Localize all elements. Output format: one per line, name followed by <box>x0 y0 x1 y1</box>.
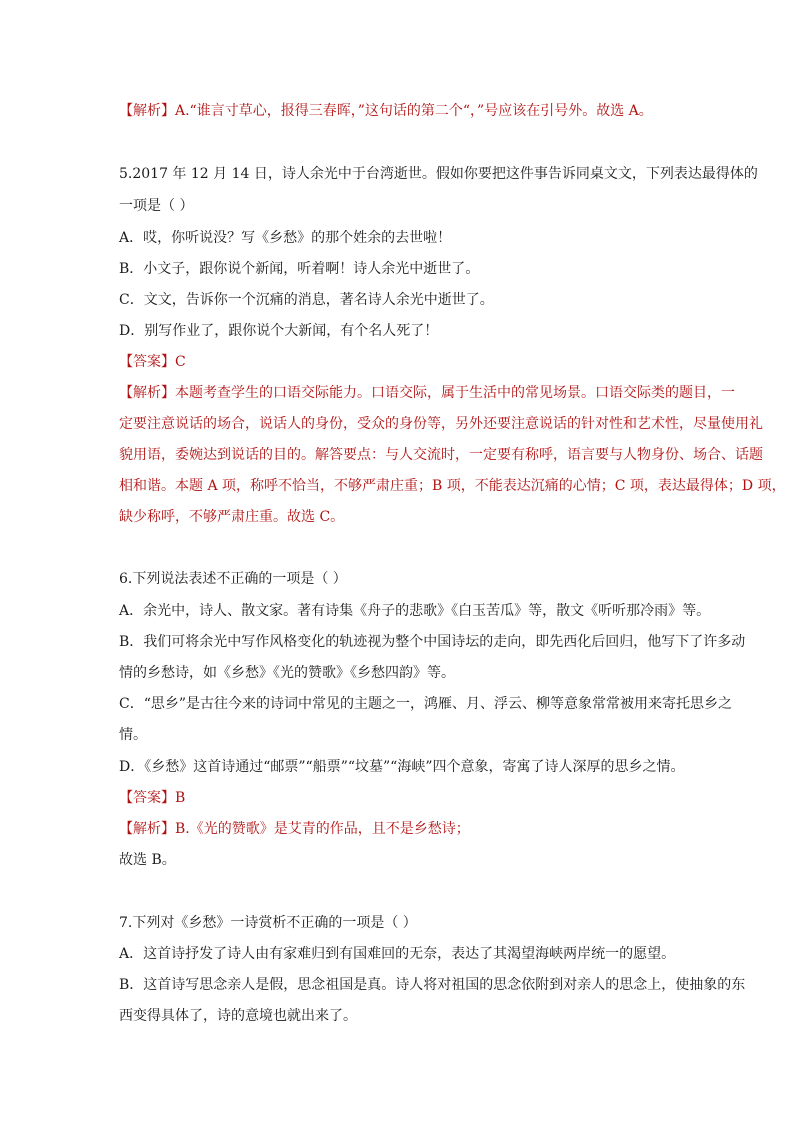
question-6-option-b-line-1: B．我们可将余光中写作风格变化的轨迹视为整个中国诗坛的走向，即先西化后回归，他写下了许多动 <box>119 634 746 650</box>
question-6-stem: 6.下列说法表述不正确的一项是（ ） <box>119 571 347 587</box>
question-7-option-b-line-1: B．这首诗写思念亲人是假，思念祖国是真。诗人将对祖国的思念依附到对亲人的思念上，使抽象的东 <box>119 977 746 993</box>
analysis-text: A.“谁言寸草心，报得三春晖，”这句话的第二个“，”号应该在引号外。故选 A。 <box>175 103 653 119</box>
question-5-analysis-line-5: 缺少称呼，不够严肃庄重。故选 C。 <box>119 509 345 525</box>
question-5-analysis-line-2: 定要注意说话的场合，说话人的身份，受众的身份等，另外还要注意说话的针对性和艺术性，尽量使用礼 <box>119 416 763 432</box>
question-6-answer <box>119 788 185 808</box>
question-6-option-a: A．余光中，诗人、散文家。著有诗集《舟子的悲歌》《白玉苦瓜》等，散文《听听那冷雨》等。 <box>119 603 711 619</box>
question-6-option-c-line-2: 情。 <box>119 727 147 743</box>
question-7-option-a: A．这首诗抒发了诗人由有家难归到有国难回的无奈，表达了其渴望海峡两岸统一的愿望。 <box>119 946 676 962</box>
question-5-stem-line-1: 5.2017 年 12 月 14 日，诗人余光中于台湾逝世。假如你要把这件事告诉同桌文文，下列表达最得体的 <box>119 166 758 182</box>
question-5-analysis-line-1 <box>119 383 735 403</box>
answer-value: B <box>175 790 186 806</box>
analysis-text: B.《光的赞歌》是艾青的作品，且不是乡愁诗； <box>175 821 470 837</box>
answer-tag: 【答案】 <box>119 354 175 370</box>
question-6-option-b-line-2: 情的乡愁诗，如《乡愁》《光的赞歌》《乡愁四韵》等。 <box>119 665 455 681</box>
question-5-analysis-line-3: 貌用语，委婉达到说话的目的。解答要点：与人交流时，一定要有称呼，语言要与人物身份、场合、话题 <box>119 447 763 463</box>
question-5-answer <box>119 352 186 372</box>
question-5-analysis-line-4: 相和谐。本题 A 项，称呼不恰当，不够严肃庄重；B 项，不能表达沉痛的心情；C 项，表达最得体；D 项， <box>119 478 786 494</box>
question-7-stem: 7.下列对《乡愁》一诗赏析不正确的一项是（ ） <box>119 915 417 931</box>
question-6-analysis <box>119 819 470 839</box>
answer-tag: 【答案】 <box>119 790 175 806</box>
analysis-text: 本题考查学生的口语交际能力。口语交际，属于生活中的常见场景。口语交际类的题目，一 <box>175 385 735 401</box>
question-5-stem-line-2: 一项是（ ） <box>119 198 194 214</box>
question-6-option-c-line-1: C．“思乡”是古往今来的诗词中常见的主题之一，鸿雁、月、浮云、柳等意象常常被用来寄托思乡之 <box>119 696 733 712</box>
analysis-line <box>119 101 653 121</box>
analysis-tag: 【解析】 <box>119 385 175 401</box>
analysis-tag: 【解析】 <box>119 103 175 119</box>
question-6-conclusion: 故选 B。 <box>119 852 176 868</box>
question-6-option-d: D．《乡愁》这首诗通过“邮票”“船票”“坟墓”“海峡”四个意象，寄寓了诗人深厚的思乡之情。 <box>119 759 685 775</box>
question-5-option-c: C．文文，告诉你一个沉痛的消息，著名诗人余光中逝世了。 <box>119 292 494 308</box>
analysis-tag: 【解析】 <box>119 821 175 837</box>
question-5-option-b: B．小文子，跟你说个新闻，听着啊！诗人余光中逝世了。 <box>119 261 480 277</box>
question-5-option-a: A．哎，你听说没？写《乡愁》的那个姓余的去世啦！ <box>119 230 452 246</box>
question-7-option-b-line-2: 西变得具体了，诗的意境也就出来了。 <box>119 1008 357 1024</box>
question-5-option-d: D．别写作业了，跟你说个大新闻，有个名人死了！ <box>119 323 439 339</box>
answer-value: C <box>175 354 186 370</box>
